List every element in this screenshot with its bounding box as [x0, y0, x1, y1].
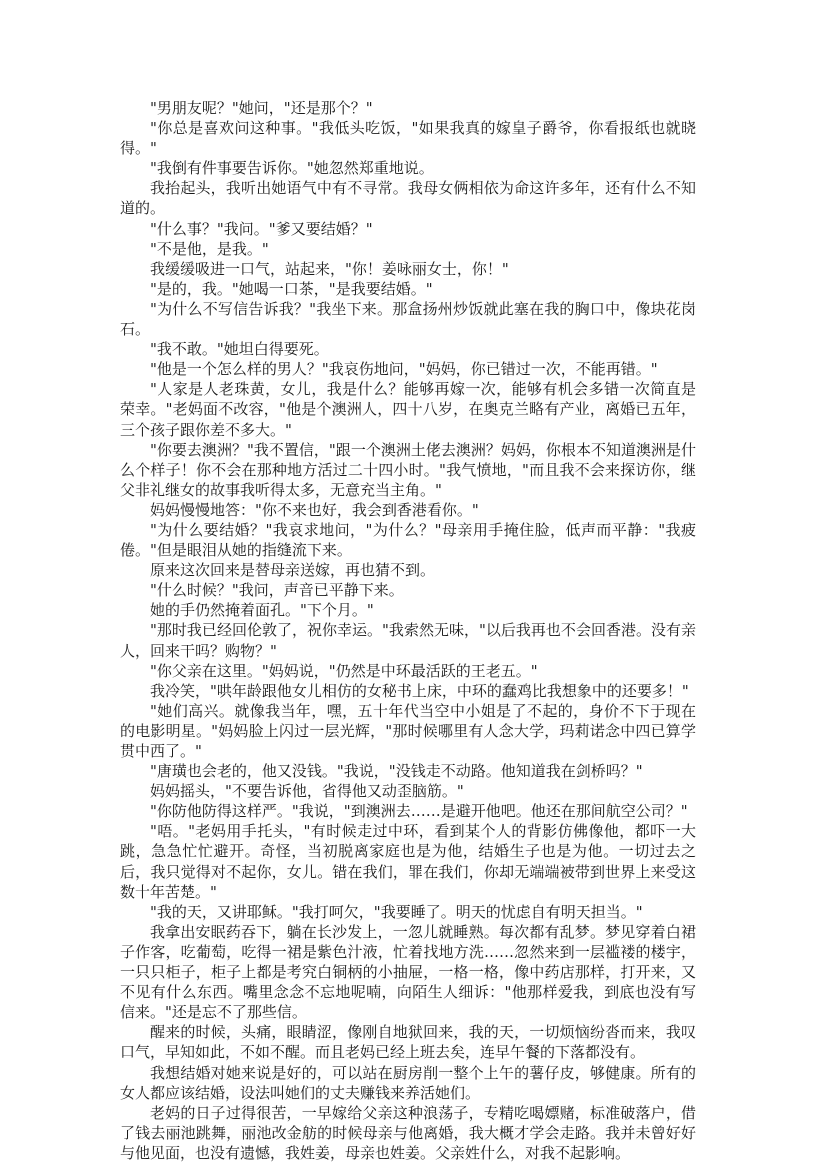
paragraph: 我缓缓吸进一口气，站起来，"你！姜咏丽女士，你！" [150, 259, 509, 278]
body-text [120, 98, 696, 1163]
paragraph: "我的天，又讲耶稣。"我打呵欠，"我要睡了。明天的忧虑自有明天担当。" [150, 902, 643, 921]
paragraph: 妈妈摇头，"不要告诉他，省得他又动歪脑筋。" [150, 782, 464, 801]
paragraph: 我想结婚对她来说是好的，可以站在厨房削一整个上午的薯仔皮，够健康。所有的女人都应该结婚，设法叫她们的丈夫赚钱来养活她们。 [120, 1063, 696, 1102]
paragraph: 我抬起头，我听出她语气中有不寻常。我母女俩相依为命这许多年，还有什么不知道的。 [120, 179, 696, 218]
paragraph: 我冷笑，"哄年龄跟他女儿相仿的女秘书上床，中环的蠢鸡比我想象中的还要多！" [150, 681, 689, 700]
paragraph: "那时我已经回伦敦了，祝你幸运。"我索然无味，"以后我再也不会回香港。没有亲人，回来干吗？购物？" [120, 621, 696, 660]
paragraph: "唐璜也会老的，他又没钱。"我说，"没钱走不动路。他知道我在剑桥吗？" [150, 762, 643, 781]
paragraph: "你防他防得这样严。"我说，"到澳洲去……是避开他吧。他还在那间航空公司？" [150, 802, 688, 821]
paragraph: "他是一个怎么样的男人？"我哀伤地问，"妈妈，你已错过一次，不能再错。" [150, 360, 658, 379]
paragraph: "是的，我。"她喝一口茶，"是我要结婚。" [150, 279, 433, 298]
paragraph: "不是他，是我。" [150, 239, 269, 258]
paragraph: 原来这次回来是替母亲送嫁，再也猜不到。 [150, 561, 436, 580]
paragraph: "为什么要结婚？"我哀求地问，"为什么？"母亲用手掩住脸，低声而平静："我疲倦。"但是眼泪从她的指缝流下来。 [120, 520, 696, 560]
paragraph: 醒来的时候，头痛，眼睛涩，像刚自地狱回来，我的天，一切烦恼纷沓而来，我叹口气，早知如此，不如不醒。而且老妈已经上班去矣，连早午餐的下落都没有。 [120, 1023, 696, 1062]
paragraph: 我拿出安眠药吞下，躺在长沙发上，一忽儿就睡熟。每次都有乱梦。梦见穿着白裙子作客，吃葡萄，吃得一裙是紫色汁液，忙着找地方洗……忽然来到一层褴褛的楼宇，一只只柜子，柜子上都是考究白铜柄的小抽屉，一格一格，像中药店那样，打开来，又不见有什么东西。嘴里念念不忘地呢喃，向陌生人细诉："他那样爱我，到底也没有写信来。"还是忘不了那些信。 [120, 922, 696, 1022]
paragraph: "你总是喜欢问这种事。"我低头吃饭，"如果我真的嫁皇子爵爷，你看报纸也就晓得。" [120, 119, 696, 158]
paragraph: 她的手仍然掩着面孔。"下个月。" [150, 601, 374, 620]
paragraph: "我不敢。"她坦白得要死。 [150, 340, 329, 359]
paragraph: "她们高兴。就像我当年，嘿，五十年代当空中小姐是了不起的，身价不下于现在的电影明星。"妈妈脸上闪过一层光辉，"那时候哪里有人念大学，玛莉诺念中四已算学贯中西了。" [120, 701, 696, 760]
paragraph: "你父亲在这里。"妈妈说，"仍然是中环最活跃的王老五。" [150, 661, 538, 680]
paragraph: "我倒有件事要告诉你。"她忽然郑重地说。 [150, 159, 434, 178]
paragraph: "男朋友呢？"她问，"还是那个？" [150, 99, 373, 117]
paragraph: 老妈的日子过得很苦，一早嫁给父亲这种浪荡子，专精吃喝嫖赌，标准破落户，借了钱去丽池跳舞，丽池改金舫的时候母亲与他离婚，我大概才学会走路。我并未曾好好与他见面，也没有遗憾，我姓姜，母亲也姓姜。父亲姓什么，对我不起影响。 [120, 1103, 696, 1162]
paragraph: "唔。"老妈用手托头，"有时候走过中环，看到某个人的背影仿佛像他，都吓一大跳，急急忙忙避开。奇怪，当初脱离家庭也是为他，结婚生子也是为他。一切过去之后，我只觉得对不起你，女儿。错在我们，罪在我们，你却无端端被带到世界上来受这数十年苦楚。" [120, 822, 696, 901]
paragraph: "你要去澳洲？"我不置信，"跟一个澳洲土佬去澳洲？妈妈，你根本不知道澳洲是什么个样子！你不会在那种地方活过二十四小时。"我气愤地，"而且我不会来探访你，继父非礼继女的故事我听得太多，无意充当主角。" [120, 440, 696, 499]
paragraph: "为什么不写信告诉我？"我坐下来。那盒扬州炒饭就此塞在我的胸口中，像块花岗石。 [120, 299, 696, 339]
paragraph: "人家是人老珠黄，女儿，我是什么？能够再嫁一次，能够有机会多错一次简直是荣幸。"老妈面不改容，"他是个澳洲人，四十八岁，在奥克兰略有产业，离婚已五年，三个孩子跟你差不多大。" [120, 380, 696, 439]
paragraph: "什么事？"我问。"爹又要结婚？" [150, 219, 373, 238]
paragraph: "什么时候？"我问，声音已平静下来。 [150, 581, 404, 600]
paragraph: 妈妈慢慢地答："你不来也好，我会到香港看你。" [150, 500, 479, 519]
